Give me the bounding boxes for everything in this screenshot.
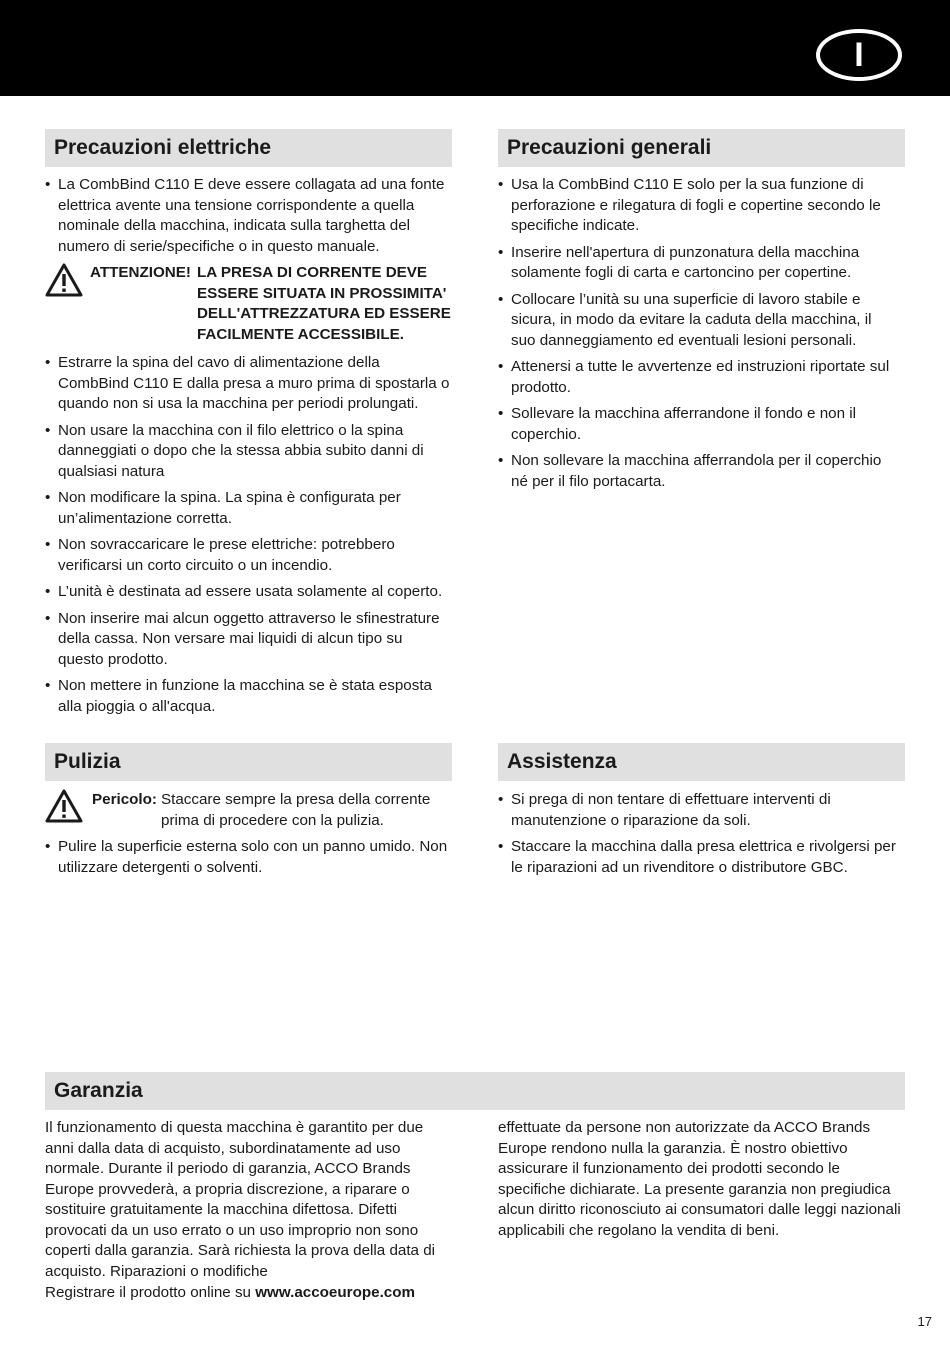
warning-block [45, 263, 452, 345]
list-item: • Sollevare la macchina afferrandone il fondo e non il coperchio. [498, 404, 898, 445]
list-item: • Inserire nell'apertura di punzonatura della macchina solamente fogli di carta e cartoncino per copertine. [498, 243, 898, 284]
danger-label: Pericolo: [92, 791, 157, 808]
list-item: • Estrarre la spina del cavo di alimentazione della CombBind C110 E dalla presa a muro prima di spostarla o quando non si usa la macchina per periodi prolungati. [45, 353, 452, 415]
cleaning-body [45, 790, 452, 884]
register-line [45, 1284, 415, 1301]
warranty-text-left [45, 1118, 455, 1282]
cleaning-title: Pulizia [45, 743, 452, 781]
general-precautions-title: Precauzioni generali [498, 129, 905, 167]
cleaning-list [45, 837, 452, 878]
warranty-paragraph-left: Il funzionamento di questa macchina è garantito per due anni dalla data di acquisto, subordinatamente ad uso normale. Durante il periodo di garanzia, ACCO Brands Europe provvederà, a propria discrezione, a riparare o sostituire gratuitamente la macchina difettosa. Difetti provocati da un uso errato o un uso improprio non sono coperti dalla garanzia. Sarà richiesta la prova della data di acquisto. Riparazioni o modifiche [45, 1119, 436, 1280]
language-badge: I [816, 29, 902, 81]
electrical-list-1 [45, 175, 452, 257]
register-link[interactable]: www.accoeurope.com [255, 1284, 416, 1301]
list-item: • Si prega di non tentare di effettuare interventi di manutenzione o riparazione da soli. [498, 790, 898, 831]
list-item: • Non usare la macchina con il filo elettrico o la spina danneggiati o dopo che la stessa abbia subito danni di qualsiasi natura [45, 421, 452, 483]
warning-label: ATTENZIONE! [90, 264, 191, 281]
list-item: • La CombBind C110 E deve essere collagata ad una fonte elettrica avente una tensione corrispondente a quella nominale della macchina, indicata sulla targhetta del numero di serie/specifiche o in questo manuale. [45, 175, 452, 257]
warning-triangle-icon [45, 789, 83, 823]
electrical-list-2 [45, 353, 452, 717]
list-item: • Non modificare la spina. La spina è configurata per un’alimentazione corretta. [45, 488, 452, 529]
general-precautions-body [498, 175, 898, 498]
list-item: • Usa la CombBind C110 E solo per la sua funzione di perforazione e rilegatura di fogli e copertine secondo le specifiche indicate. [498, 175, 898, 237]
list-item: • Non inserire mai alcun oggetto attraverso le sfinestrature della cassa. Non versare mai liquidi di alcun tipo su questo prodotto. [45, 609, 452, 671]
list-item: • Non sollevare la macchina afferrandola per il coperchio né per il filo portacarta. [498, 451, 898, 492]
electrical-precautions-body [45, 175, 452, 723]
list-item: • L’unità è destinata ad essere usata solamente al coperto. [45, 582, 452, 603]
list-item: • Staccare la macchina dalla presa elettrica e rivolgersi per le riparazioni ad un rivenditore o distributore GBC. [498, 837, 898, 878]
danger-block [45, 790, 452, 831]
service-body [498, 790, 898, 884]
list-item: • Collocare l’unità su una superficie di lavoro stabile e sicura, in modo da evitare la caduta della macchina, il suo danneggiamento ed eventuali lesioni personali. [498, 290, 898, 352]
warning-text: LA PRESA DI CORRENTE DEVE ESSERE SITUATA IN PROSSIMITA' DELL'ATTREZZATURA ED ESSERE FACILMENTE ACCESSIBILE. [196, 264, 451, 343]
list-item: • Pulire la superficie esterna solo con un panno umido. Non utilizzare detergenti o solventi. [45, 837, 452, 878]
list-item: • Non mettere in funzione la macchina se è stata esposta alla pioggia o all'acqua. [45, 676, 452, 717]
electrical-precautions-title: Precauzioni elettriche [45, 129, 452, 167]
warranty-title: Garanzia [45, 1072, 905, 1110]
general-list [498, 175, 898, 492]
list-item: • Non sovraccaricare le prese elettriche: potrebbero verificarsi un corto circuito o un incendio. [45, 535, 452, 576]
service-list [498, 790, 898, 878]
register-text: Registrare il prodotto online su [45, 1284, 256, 1301]
warning-triangle-icon [45, 263, 83, 297]
danger-text: Staccare sempre la presa della corrente prima di procedere con la pulizia. [161, 791, 431, 829]
top-bar [0, 0, 950, 96]
list-item: • Attenersi a tutte le avvertenze ed instruzioni riportate sul prodotto. [498, 357, 898, 398]
service-title: Assistenza [498, 743, 905, 781]
page-number: 17 [917, 1314, 932, 1329]
warranty-text-right [498, 1118, 903, 1241]
warranty-paragraph-right: effettuate da persone non autorizzate da ACCO Brands Europe rendono nulla la garanzia. È nostro obiettivo assicurare il funzionamento dei prodotti secondo le specifiche dichiarate. La presente garanzia non pregiudica alcun diritto riconosciuto ai consumatori dalle leggi nazionali applicabili che regolano la vendita di beni. [498, 1119, 901, 1239]
